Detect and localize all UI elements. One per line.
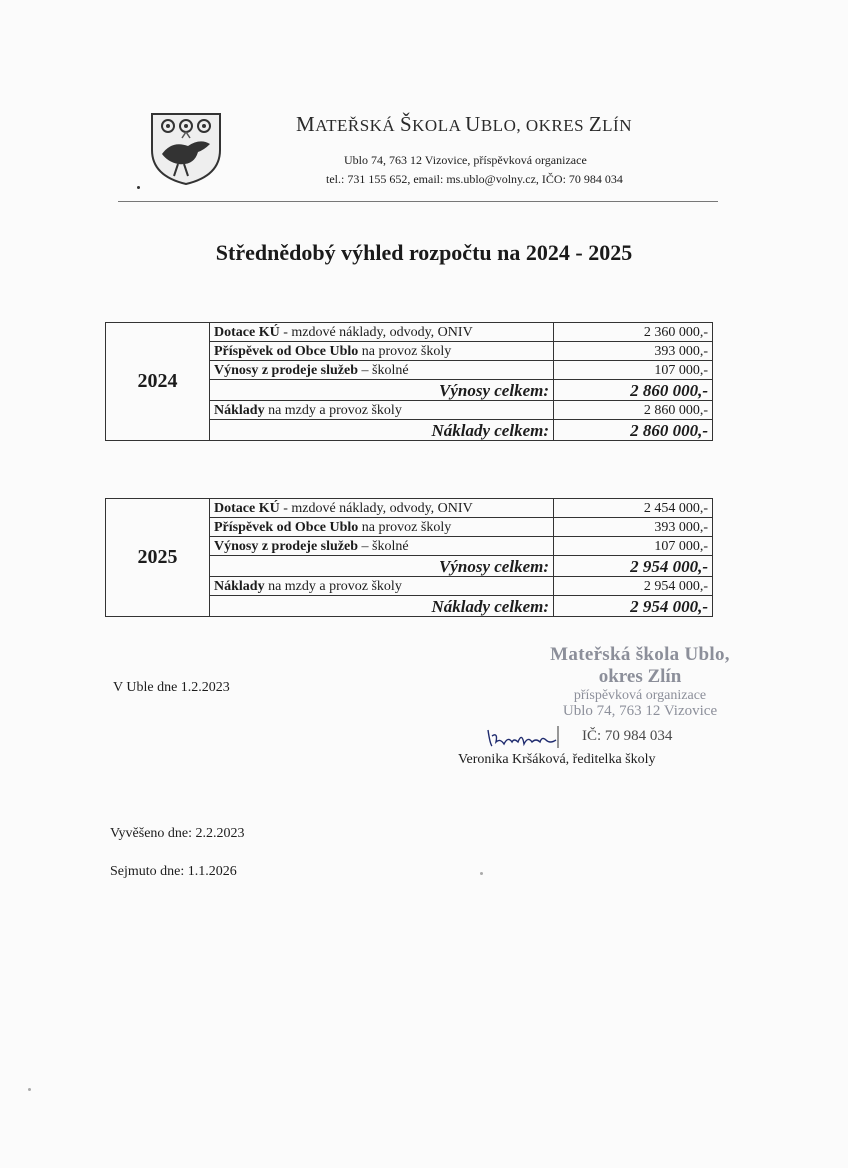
- total-label: Výnosy celkem:: [210, 380, 554, 401]
- posted-date: Vyvěšeno dne: 2.2.2023: [110, 826, 245, 841]
- row-label: Dotace KÚ - mzdové náklady, odvody, ONIV: [210, 323, 554, 342]
- contact-line: tel.: 731 155 652, email: ms.ublo@volny.cz, IČO: 70 984 034: [326, 172, 623, 186]
- row-value: 2 860 000,-: [554, 401, 713, 420]
- stamp-line: Ublo 74, 763 12 Vizovice: [562, 703, 718, 719]
- coat-of-arms-icon: [148, 110, 224, 186]
- row-value: 393 000,-: [554, 342, 713, 361]
- row-label: Výnosy z prodeje služeb – školné: [210, 361, 554, 380]
- removed-date: Sejmuto dne: 1.1.2026: [110, 864, 237, 879]
- row-label: Náklady na mzdy a provoz školy: [210, 401, 554, 420]
- row-label: Příspěvek od Obce Ublo na provoz školy: [210, 342, 554, 361]
- official-stamp: [520, 644, 760, 720]
- place-and-date: V Uble dne 1.2.2023: [113, 680, 230, 695]
- row-value: 2 954 000,-: [554, 577, 713, 596]
- row-label: Příspěvek od Obce Ublo na provoz školy: [210, 518, 554, 537]
- total-label: Výnosy celkem:: [210, 556, 554, 577]
- table-row: [106, 323, 713, 342]
- row-value: 2 360 000,-: [554, 323, 713, 342]
- row-value: 393 000,-: [554, 518, 713, 537]
- total-value: 2 860 000,-: [554, 420, 713, 441]
- budget-table-2025: [105, 498, 713, 617]
- row-label: Náklady na mzdy a provoz školy: [210, 577, 554, 596]
- row-value: 107 000,-: [554, 361, 713, 380]
- stamp-line: Mateřská škola Ublo,: [550, 644, 730, 665]
- stamp-ico: IČ: 70 984 034: [582, 728, 673, 744]
- total-label: Náklady celkem:: [210, 596, 554, 617]
- handwritten-signature: [484, 722, 564, 752]
- total-value: 2 954 000,-: [554, 556, 713, 577]
- header-divider: [118, 201, 718, 202]
- row-label: Dotace KÚ - mzdové náklady, odvody, ONIV: [210, 499, 554, 518]
- stamp-line: příspěvková organizace: [573, 688, 707, 703]
- director-name: Veronika Kršáková, ředitelka školy: [458, 752, 656, 767]
- year-cell: 2024: [106, 323, 210, 441]
- year-cell: 2025: [106, 499, 210, 617]
- table-row: [106, 499, 713, 518]
- budget-table-2024: [105, 322, 713, 441]
- speck: [137, 186, 140, 189]
- document-title: Střednědobý výhled rozpočtu na 2024 - 2025: [215, 240, 633, 265]
- school-name: MATEŘSKÁ ŠKOLA UBLO, OKRES ZLÍN: [296, 112, 632, 136]
- row-value: 107 000,-: [554, 537, 713, 556]
- total-label: Náklady celkem:: [210, 420, 554, 441]
- speck: [28, 1088, 31, 1091]
- address-line: Ublo 74, 763 12 Vizovice, příspěvková organizace: [344, 153, 587, 167]
- row-label: Výnosy z prodeje služeb – školné: [210, 537, 554, 556]
- total-value: 2 860 000,-: [554, 380, 713, 401]
- speck: [480, 872, 483, 875]
- total-value: 2 954 000,-: [554, 596, 713, 617]
- row-value: 2 454 000,-: [554, 499, 713, 518]
- stamp-line: okres Zlín: [598, 666, 682, 687]
